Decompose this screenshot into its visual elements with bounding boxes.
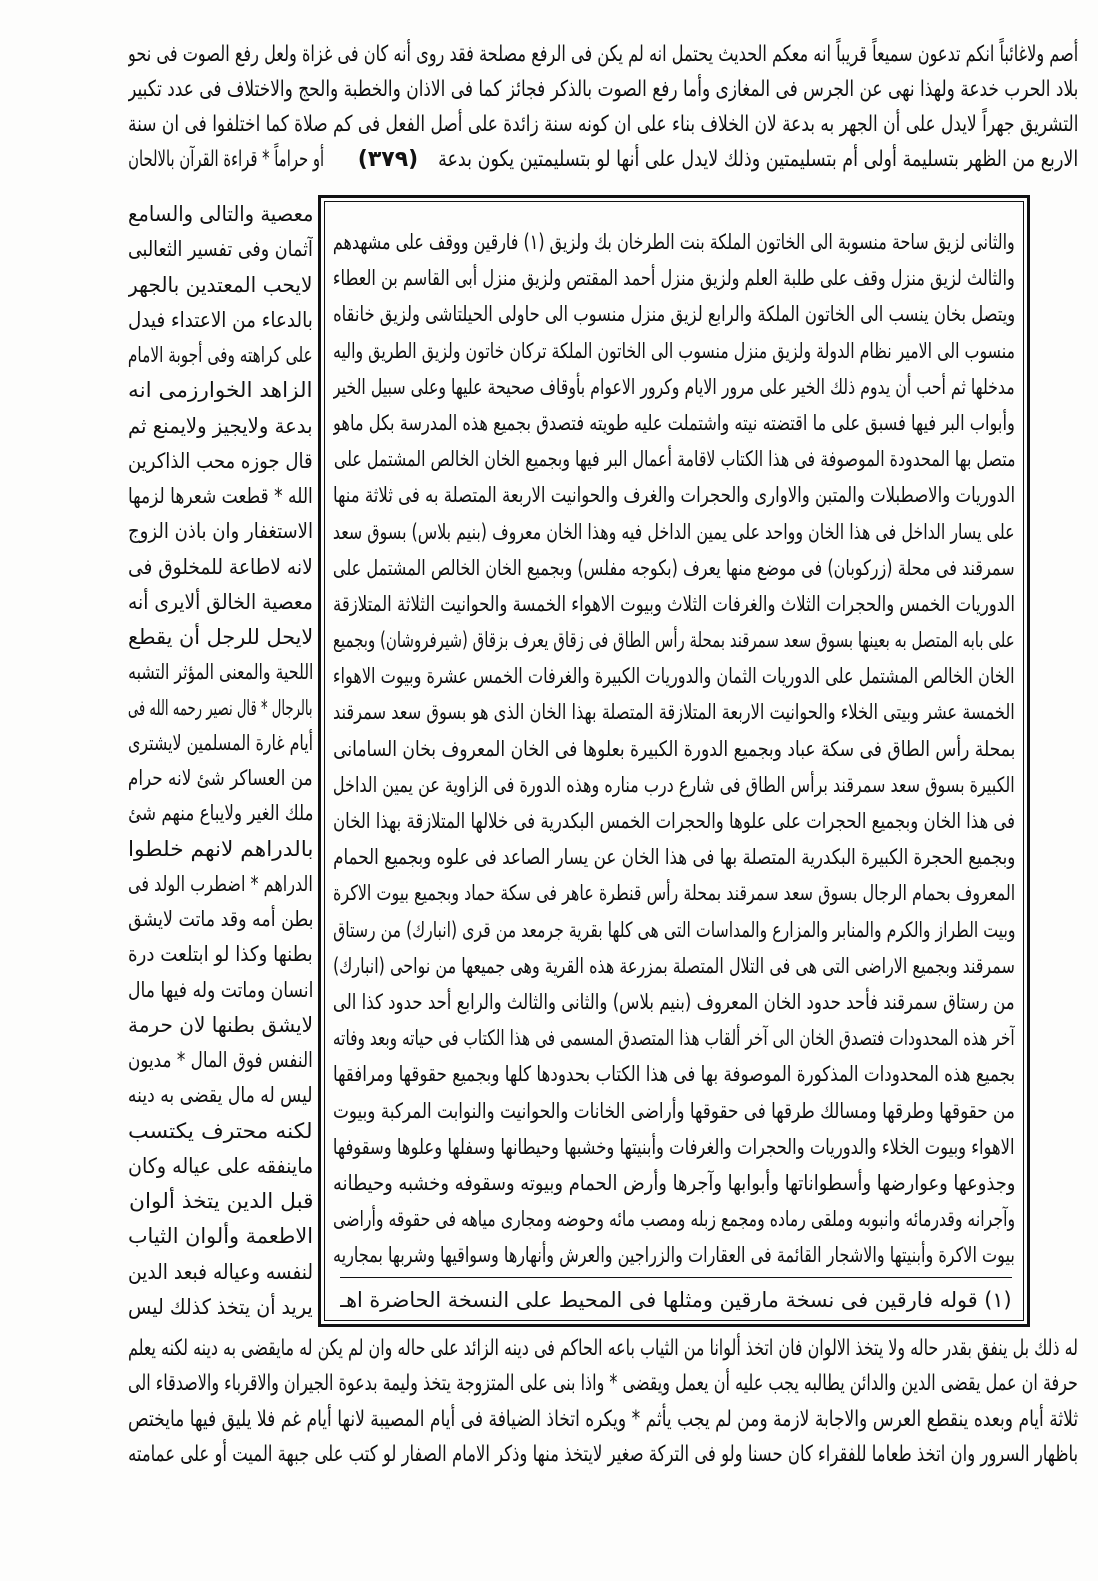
footer-line <box>128 1331 1078 1366</box>
margin-line <box>128 479 313 514</box>
body-line-text: والثالث لزيق منزل وقف على طلبة العلم ولزيق منزل أحمد المقتص ولزيق منزل أبى القاسم بن العطاء <box>333 266 1015 291</box>
margin-line <box>128 550 313 585</box>
margin-line-text: من العساكر شئ لانه حرام <box>128 766 313 790</box>
footer-line <box>128 1366 1078 1401</box>
margin-line-text: لانه لاطاعة للمخلوق فى <box>128 554 313 579</box>
margin-line <box>128 620 313 655</box>
margin-line-text: ملك الغير ولايباع منهم شئ <box>128 801 313 826</box>
margin-line <box>128 937 313 972</box>
body-line <box>333 477 1015 513</box>
footnote-divider <box>340 1277 1012 1278</box>
margin-line <box>128 1290 313 1325</box>
body-line-text: وبجميع الحجرة الكبيرة البكدرية المتصلة بها فى هذا الخان عن يسار الصاعد فى علوه وبجميع الحمام <box>333 845 1015 870</box>
margin-line <box>128 973 313 1008</box>
body-line <box>333 875 1015 911</box>
body-line <box>333 984 1015 1020</box>
margin-line <box>128 268 313 303</box>
margin-line-text: بالدراهم لانهم خلطوا <box>128 836 313 861</box>
margin-line-text: على كراهته وفى أجوبة الامام <box>128 343 313 367</box>
margin-line <box>128 338 313 373</box>
margin-line <box>128 303 313 338</box>
body-line-text: سمرقند وبجميع الاراضى التى هى فى التلال المتصلة بمزرعة هذه القرية وهى جميعها من نواحى (انبارك) <box>333 953 1015 978</box>
body-line-text: وبيت الطراز والكرم والمنابر والمزارع والمداسات التى هى كلها بقرية جرمعد من قرى (انبارك) من رستاق <box>333 917 1015 942</box>
body-line-text: بجميع هذه المحدودات المذكورة الموصوفة بها فى هذا الكتاب بحدودها كلها وبجميع حقوقها ومرافقها <box>333 1062 1015 1087</box>
margin-line-text: الدراهم * اضطرب الولد فى <box>128 871 313 896</box>
body-line <box>333 1093 1015 1129</box>
body-line-text: ويتصل بخان ينسب الى الخاتون الملكة والرابع لزيق منزل منسوب الى حاولى الحيلتاشى ولزيق خانقاه <box>333 302 1015 327</box>
margin-line-text: قال جوزه محب الذاكرين <box>128 448 313 473</box>
margin-line <box>128 409 313 444</box>
body-line-text: من حقوقها وطرقها ومسالك طرقها فى حقوقها وأراضى الخانات والحوانيت والنوابت المركبة وبيوت <box>333 1098 1015 1123</box>
margin-line-text: ليس له مال يقضى به دينه <box>128 1083 313 1108</box>
body-line <box>333 260 1015 296</box>
header-line-text: التشريق جهراً لايدل على أن الجهر به بدعة لان الخلاف بناء على ان كونه سنة زائدة على أصل الفعل فى كم صلاة كما اختلفوا فى ان سنة <box>128 112 1078 137</box>
body-line <box>333 369 1015 405</box>
margin-line-text: بطنها وكذا لو ابتلعت درة <box>128 942 313 967</box>
margin-line-text: الله * قطعت شعرها لزمها <box>128 484 313 508</box>
header-line-text: الاربع من الظهر بتسليمة أولى أم بتسليمتين وذلك لايدل على أنها لو بتسليمتين يكون بدعة <box>438 147 1078 172</box>
margin-line-text: انسان وماتت وله فيها مال <box>128 977 313 1002</box>
body-line-text: وجذوعها وعوارضها وأسطواناتها وأبوابها وآجرها وأرض الحمام وبيوته وسقوفه وخشبه وحيطانه <box>333 1170 1015 1195</box>
body-line-text: وأبواب البر فيها فسبق على ما اقتضته نيته واشتملت عليه طويته فتصدق بجميع هذه المدرسة بكل ماهو <box>333 410 1015 435</box>
body-line <box>333 1165 1015 1201</box>
body-line <box>333 839 1015 875</box>
header-line <box>128 72 1078 107</box>
body-line-text: متصل بها المحدودة الموصوفة فى هذا الكتاب لاقامة أعمال البر فيها وبجميع الخان الخالص المشتمل على <box>333 447 1015 472</box>
margin-line <box>128 444 313 479</box>
margin-line <box>128 373 313 408</box>
body-line-text: على بابه المتصل به بعينها بسوق سعد سمرقند بمحلة رأس الطاق فى زقاق يعرف بزقاق (شيرفروشان) وبجميع <box>333 628 1015 653</box>
body-line-text: سمرقند فى محلة (زركوبان) فى موضع منها يعرف (بكوجه مفلس) وبجميع الخان الخالص المشتمل على <box>333 555 1015 580</box>
margin-line-text: لكنه محترف يكتسب <box>128 1118 313 1143</box>
body-line <box>333 550 1015 586</box>
header-line-text: أو حراماً * قراءة القرآن بالالحان <box>128 147 324 172</box>
footer-line-text: باظهار السرور وان اتخذ طعاما للفقراء كان حسنا ولو فى التركة صغير لايتخذ منها وذكر الامام الصفار لو كتب على جبهة الميت أو على عمامته <box>128 1441 1078 1467</box>
margin-line-text: يريد أن يتخذ كذلك ليس <box>128 1294 313 1319</box>
footnote <box>340 1283 1012 1317</box>
main-text <box>333 224 1015 1273</box>
margin-line <box>128 1184 313 1219</box>
margin-line <box>128 1078 313 1113</box>
body-line <box>333 622 1015 658</box>
margin-line <box>128 1008 313 1043</box>
header-text <box>128 37 1078 177</box>
body-line-text: وآجرانه وقدرمائه وانبوبه وملقى رماده ومجمع زبله ومصب مائه وحوضه ومجارى مياهه فى حقوقه وأراضى <box>333 1207 1015 1232</box>
footer-line <box>128 1402 1078 1437</box>
body-line-text: على يسار الداخل فى هذا الخان وواحد على يمين الداخل فيه وهذا الخان معروف (بنيم بلاس) بسوق سعد <box>333 519 1015 544</box>
body-line <box>333 1129 1015 1165</box>
body-line-text: المعروف بحمام الرجال بسوق سعد سمرقند بمحلة رأس قنطرة عاهر فى سكة حماد وبجميع بيوت الاكرة <box>333 881 1015 906</box>
margin-line-text: لايحب المعتدين بالجهر <box>128 272 313 297</box>
body-line <box>333 1056 1015 1092</box>
body-line <box>333 803 1015 839</box>
body-line <box>333 948 1015 984</box>
margin-line <box>128 761 313 796</box>
body-line-text: الخان الخالص المشتمل على الدوريات الثمان والدوريات الكبيرة والغرفات الخمس عشرة وبيوت الاهواء <box>333 664 1015 689</box>
body-line <box>333 1020 1015 1056</box>
margin-line-text: آثمان وفى تفسير الثعالبى <box>128 237 313 262</box>
margin-line <box>128 691 313 726</box>
body-line-text: بمحلة رأس الطاق فى سكة عباد وبجميع الدورة الكبيرة بعلوها فى الخان المعروف بخان السامانى <box>333 736 1015 761</box>
body-line-text: فى هذا الخان وبجميع الحجرات على علوها والحجرات الخمس البكدرية فى خلالها المتلازقة بهذا الخان <box>333 809 1015 833</box>
margin-line-text: الاطعمة وألوان الثياب <box>128 1224 313 1249</box>
body-line <box>333 731 1015 767</box>
margin-line-text: اللحية والمعنى المؤثر التشبه <box>128 660 313 685</box>
margin-line-text: أيام غارة المسلمين لايشترى <box>128 730 313 755</box>
margin-commentary <box>128 197 313 1325</box>
header-line <box>128 107 1078 142</box>
margin-line <box>128 1219 313 1254</box>
header-line-text: أصم ولاغائباً انكم تدعون سميعاً قريباً انه معكم الحديث يحتمل انه لم يكن فى الرفع مصلحة فقد روى أنه كان فى غزاة ولعل رفع الصوت فى نحو <box>128 42 1078 67</box>
margin-line-text: بطن أمه وقد ماتت لايشق <box>128 907 313 931</box>
margin-line-text: بدعة ولايجيز ولايمنع ثم <box>128 413 313 438</box>
margin-line <box>128 197 313 232</box>
header-line-right <box>438 142 1078 177</box>
footer-line-text: حرفة ان عمل يقضى الدين والدائن يطالبه يجب عليه أن يعمل ويقضى * واذا بنى على المتزوجة يتخذ وليمة بدعوة الجيران والاقرباء والاصدقاء الى <box>128 1371 1078 1397</box>
body-line <box>333 405 1015 441</box>
body-line-text: الدوريات والاصطبلات والمتبن والاوارى والحجرات والغرف والحوانيت الاربعة المتصلة به فى ثلاثة منها <box>333 483 1015 508</box>
body-line-text: الخمسة عشر وبيتى الخلاء والحوانيت الاربعة المتلازقة المتصلة بهذا الخان الذى هو بسوق سعد سمرقند <box>333 700 1015 725</box>
margin-line-text: لنفسه وعياله فبعد الدين <box>128 1259 313 1284</box>
margin-line <box>128 585 313 620</box>
body-line-text: والثانى لزيق ساحة منسوبة الى الخاتون الملكة بنت الطرخان بك ولزيق (١) فارقين ووقف على مشهدهم <box>333 230 1015 254</box>
margin-line <box>128 902 313 937</box>
body-line-text: الدوريات الخمس والحجرات الثلاث والغرفات الثلاث وبيوت الاهواء الخمسة والحوانيت الثلاثة المتلازقة <box>333 591 1015 616</box>
margin-line-text: لايشق بطنها لان حرمة <box>128 1012 313 1037</box>
body-line-text: من رستاق سمرقند فأحد حدود الخان المعروف (بنيم بلاس) والثانى والثالث والرابع أحد حدود كذا الى <box>333 989 1015 1014</box>
header-line-with-page-number <box>128 142 1078 177</box>
body-line <box>333 767 1015 803</box>
margin-line-text: بالرجال * قال نصير رحمه الله فى <box>128 695 313 720</box>
margin-line-text: بالدعاء من الاعتداء فيدل <box>128 307 313 332</box>
body-line <box>333 1237 1015 1273</box>
margin-line-text: قبل الدين يتخذ ألوان <box>128 1189 313 1213</box>
margin-line <box>128 832 313 867</box>
header-line-left <box>128 142 324 177</box>
body-line <box>333 1201 1015 1237</box>
footer-line-text: له ذلك بل ينفق بقدر حاله ولا يتخذ الالوان فان اتخذ ألوانا من الثياب باعه الحاكم فى دينه الزائد على حاله وان لم يكن له مايقضى به دينه لكنه يعلم <box>128 1336 1078 1361</box>
margin-line-text: الاستغفار وان باذن الزوج <box>128 519 313 544</box>
body-line <box>333 333 1015 369</box>
margin-line <box>128 232 313 267</box>
footer-line-text: ثلاثة أيام وبعده ينقطع العرس والاجابة لازمة ومن لم يجب يأثم * ويكره اتخاذ الضيافة فى أيام المصيبة لانها أيام غم فلا يليق فيها مايختص <box>128 1406 1078 1432</box>
footnote-text: (١) قوله فارقين فى نسخة مارقين ومثلها فى المحيط على النسخة الحاضرة اهـ <box>340 1288 1012 1312</box>
margin-line <box>128 655 313 690</box>
margin-line-text: معصية الخالق ألايرى أنه <box>128 589 313 614</box>
margin-line <box>128 1043 313 1078</box>
margin-line <box>128 1255 313 1290</box>
header-line <box>128 37 1078 72</box>
body-line <box>333 694 1015 730</box>
body-line <box>333 586 1015 622</box>
margin-line <box>128 1149 313 1184</box>
margin-line <box>128 867 313 902</box>
body-line <box>333 224 1015 260</box>
body-line <box>333 296 1015 332</box>
margin-line-text: لايحل للرجل أن يقطع <box>128 625 313 649</box>
margin-line <box>128 726 313 761</box>
header-line-text: بلاد الحرب خدعة ولهذا نهى عن الجرس فى المغازى وأما رفع الصوت بالذكر فجائز كما فى الاذان والخطبة والحج والاختلاف فى عدد تكبير <box>128 77 1078 102</box>
body-line-text: مدخلها ثم أحب أن يدوم ذلك الخير على مرور الايام وكرور الاعوام بأوقاف صحيحة عليها وعلى سبيل الخير <box>333 374 1015 399</box>
page-number <box>345 142 431 177</box>
body-line <box>333 514 1015 550</box>
body-line-text: منسوب الى الامير نظام الدولة ولزيق منزل منسوب الى الخاتون الملكة تركان خاتون ولزيق الطريق واليه <box>333 338 1015 363</box>
margin-line-text: النفس فوق المال * مديون <box>128 1048 313 1072</box>
footer-text <box>128 1331 1078 1472</box>
body-line <box>333 658 1015 694</box>
margin-line-text: ماينفقه على عياله وكان <box>128 1153 313 1178</box>
body-line-text: آخر هذه المحدودات فتصدق الخان الى آخر ألقاب هذا المتصدق المسمى فى هذا الكتاب فى حياته وبعد وفاته <box>333 1026 1015 1051</box>
margin-line <box>128 1114 313 1149</box>
margin-line <box>128 514 313 549</box>
body-line-text: بيوت الاكرة وأبنيتها والاشجار القائمة فى العقارات والزراجين والعرش وأنهارها وسواقيها وشربها بمجاريه <box>333 1243 1015 1268</box>
body-line <box>333 441 1015 477</box>
page-number-text: (٣٧٩) <box>357 147 419 172</box>
footnote-line <box>340 1283 1012 1317</box>
margin-line-text: معصية والتالى والسامع <box>128 202 313 226</box>
body-line <box>333 912 1015 948</box>
footer-line <box>128 1437 1078 1472</box>
body-line-text: الكبيرة بسوق سعد سمرقند برأس الطاق فى شارع درب مناره وهذه الدورة فى الزاوية عن يمين الداخل <box>333 772 1015 797</box>
margin-line <box>128 796 313 831</box>
margin-line-text: الزاهد الخوارزمى انه <box>128 378 313 403</box>
body-line-text: الاهواء وبيوت الخلاء والدوريات والحجرات والغرفات وأبنيتها وخشبها وحيطانها وسفلها وعلوها وسقوفها <box>333 1134 1015 1159</box>
